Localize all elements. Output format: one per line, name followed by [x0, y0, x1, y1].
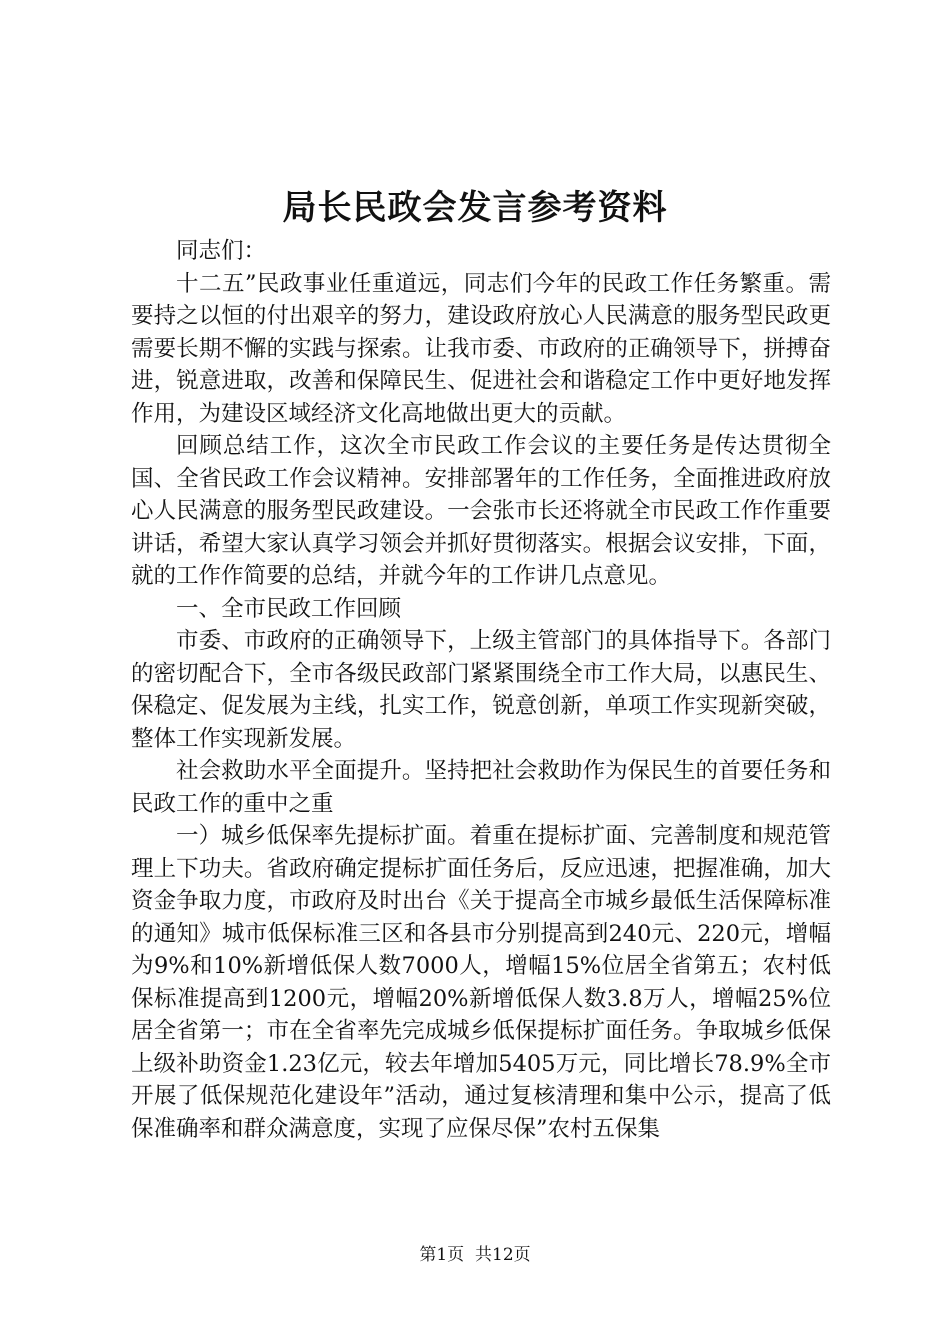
page-total: 共12页 [475, 1245, 531, 1265]
paragraph-greeting: 同志们： [176, 238, 267, 264]
paragraph: 回顾总结工作，这次全市民政工作会议的主要任务是传达贯彻全国、全省民政工作会议精神。安排部署年的工作任务，全面推进政府放心人民满意的服务型民政建设。一会张市长还将就全市民政工作作重要讲话，希望大家认真学习领会并抓好贯彻落实。根据会议安排，下面，就的工作作简要的总结，并就今年的工作讲几点意见。 [131, 433, 831, 589]
document-title: 局长民政会发言参考资料 [282, 188, 668, 228]
page-footer [0, 1243, 950, 1267]
paragraph: 社会救助水平全面提升。坚持把社会救助作为保民生的首要任务和民政工作的重中之重 [131, 758, 831, 817]
paragraph: 十二五”民政事业任重道远，同志们今年的民政工作任务繁重。需要持之以恒的付出艰辛的努力，建设政府放心人民满意的服务型民政更需要长期不懈的实践与探索。让我市委、市政府的正确领导下，拼搏奋进，锐意进取，改善和保障民生、促进社会和谐稳定工作中更好地发挥作用，为建设区域经济文化高地做出更大的贡献。 [131, 270, 831, 427]
section-heading: 一、全市民政工作回顾 [176, 595, 402, 622]
document-body [131, 235, 831, 1145]
paragraph: 一）城乡低保率先提标扩面。着重在提标扩面、完善制度和规范管理上下功夫。省政府确定提标扩面任务后，反应迅速，把握准确，加大资金争取力度，市政府及时出台《关于提高全市城乡最低生活保障标准的通知》城市低保标准三区和各县市分别提高到240元、220元，增幅为9%和10%新增低保人数7000人，增幅15%位居全省第五；农村低保标准提高到1200元，增幅20%新增低保人数3.8万人，增幅25%位居全省第一；市在全省率先完成城乡低保提标扩面任务。争取城乡低保上级补助资金1.23亿元，较去年增加5405万元，同比增长78.9%全市开展了低保规范化建设年”活动，通过复核清理和集中公示，提高了低保准确率和群众满意度，实现了应保尽保”农村五保集 [131, 823, 831, 1142]
paragraph: 市委、市政府的正确领导下，上级主管部门的具体指导下。各部门的密切配合下，全市各级民政部门紧紧围绕全市工作大局，以惠民生、保稳定、促发展为主线，扎实工作，锐意创新，单项工作实现新突破，整体工作实现新发展。 [131, 628, 831, 752]
page-number: 第1页 [419, 1245, 465, 1265]
